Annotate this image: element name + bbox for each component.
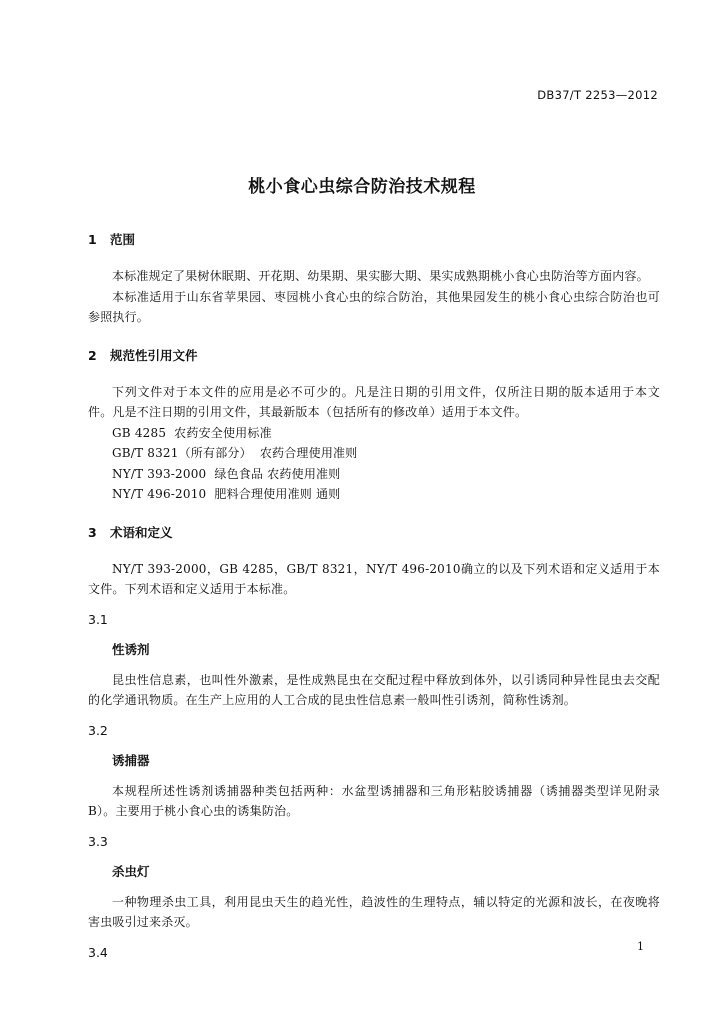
reference-item: GB 4285 农药安全使用标准 — [112, 425, 272, 440]
subsection-number: 3.4 — [88, 944, 108, 960]
term-definition: 昆虫性信息素，也叫性外激素，是性成熟昆虫在交配过程中释放到体外，以引诱同种异性昆虫去交配的化学通讯物质。在生产上应用的人工合成的昆虫性信息素一般叫性引诱剂，简称性诱剂。 — [88, 672, 660, 707]
section-number: 3 — [88, 524, 97, 540]
section-number: 2 — [88, 347, 97, 363]
subsection-number: 3.2 — [88, 722, 108, 738]
paragraph: 本标准适用于山东省苹果园、枣园桃小食心虫的综合防治，其他果园发生的桃小食心虫综合防治也可参照执行。 — [88, 289, 660, 324]
section-title: 规范性引用文件 — [110, 347, 198, 363]
section-number: 1 — [88, 232, 97, 247]
subsection-number: 3.3 — [88, 833, 108, 849]
reference-item: GB/T 8321（所有部分） 农药合理使用准则 — [112, 446, 358, 460]
section-heading-normative-references — [88, 346, 660, 366]
page-number: 1 — [637, 940, 644, 953]
document-body — [88, 230, 660, 963]
section-heading-terms — [88, 523, 660, 543]
section-title: 范围 — [110, 232, 136, 247]
section-title: 术语和定义 — [110, 524, 173, 540]
reference-item: NY/T 393-2000 绿色食品 农药使用准则 — [112, 466, 341, 481]
reference-item: NY/T 496-2010 肥料合理使用准则 通则 — [112, 487, 341, 501]
paragraph: 本标准规定了果树休眠期、开花期、幼果期、果实膨大期、果实成熟期桃小食心虫防治等方面内容。 — [112, 269, 649, 283]
term-name: 性诱剂 — [112, 641, 150, 657]
term-name: 诱捕器 — [112, 752, 150, 768]
paragraph: NY/T 393-2000，GB 4285，GB/T 8321，NY/T 496-2010确立的以及下列术语和定义适用于本文件。下列术语和定义适用于本标准。 — [88, 561, 660, 596]
subsection-number: 3.1 — [88, 611, 108, 627]
term-definition: 本规程所述性诱剂诱捕器种类包括两种：水盆型诱捕器和三角形粘胶诱捕器（诱捕器类型详见附录B）。主要用于桃小食心虫的诱集防治。 — [88, 783, 660, 818]
term-definition: 一种物理杀虫工具，利用昆虫天生的趋光性，趋波性的生理特点，辅以特定的光源和波长，在夜晚将害虫吸引过来杀灭。 — [88, 894, 660, 929]
standard-code: DB37/T 2253—2012 — [537, 88, 658, 102]
document-title: 桃小食心虫综合防治技术规程 — [248, 177, 476, 197]
paragraph: 下列文件对于本文件的应用是必不可少的。凡是注日期的引用文件，仅所注日期的版本适用于本文件。凡是不注日期的引用文件，其最新版本（包括所有的修改单）适用于本文件。 — [88, 384, 660, 419]
section-heading-scope — [88, 230, 660, 250]
term-name: 杀虫灯 — [112, 863, 150, 879]
